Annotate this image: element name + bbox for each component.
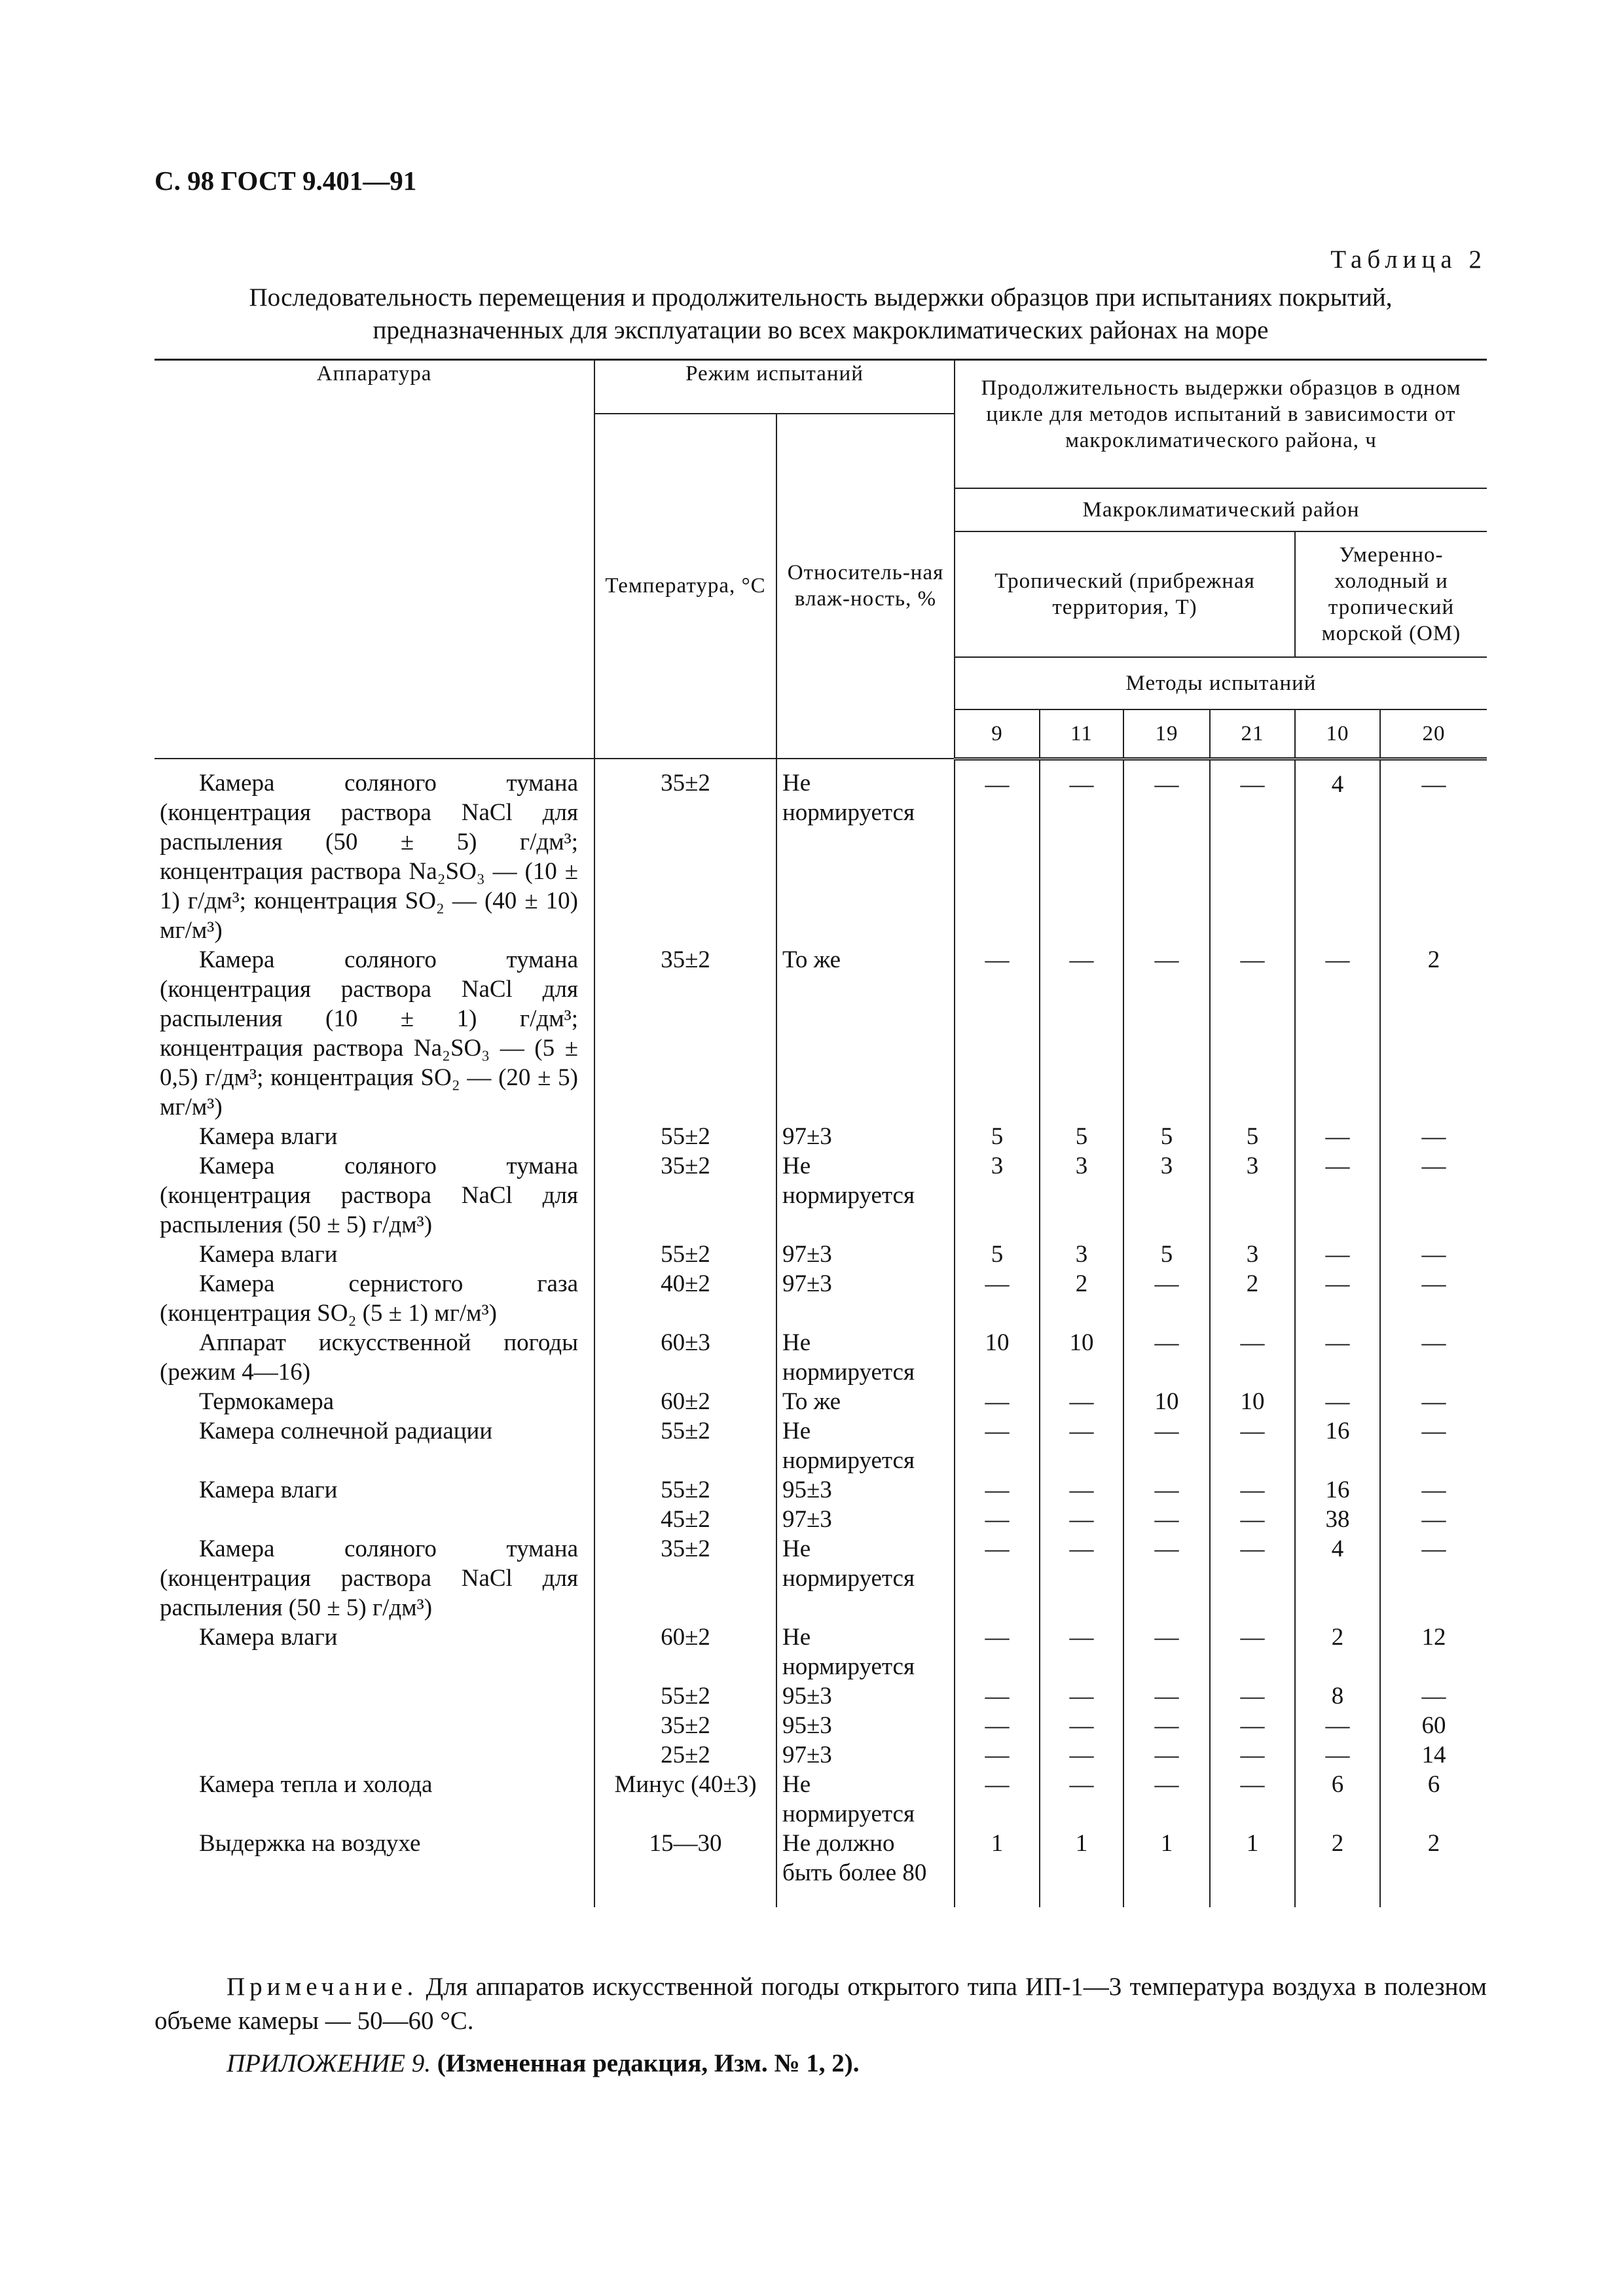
- table-row: [155, 1740, 1487, 1770]
- method-19-cell: —: [1123, 1416, 1210, 1475]
- method-20-cell: —: [1380, 1534, 1487, 1623]
- method-11-cell: —: [1040, 759, 1123, 945]
- method-9-cell: —: [955, 1387, 1040, 1416]
- table-row: [155, 1534, 1487, 1623]
- method-11-cell: —: [1040, 1387, 1123, 1416]
- table-row: [155, 1240, 1487, 1269]
- method-21-cell: —: [1210, 1623, 1295, 1681]
- method-21-cell: —: [1210, 1328, 1295, 1387]
- method-11-cell: —: [1040, 1416, 1123, 1475]
- temperature-cell: Минус (40±3): [594, 1770, 776, 1829]
- apparatus-text: Выдержка на воздухе: [199, 1830, 421, 1857]
- apparatus-cell: [155, 1623, 594, 1681]
- method-19-cell: —: [1123, 1534, 1210, 1623]
- method-10-cell: 4: [1295, 1534, 1380, 1623]
- method-19-cell: 10: [1123, 1387, 1210, 1416]
- method-20-cell: —: [1380, 1681, 1487, 1711]
- humidity-cell: Не должно быть более 80: [776, 1829, 955, 1907]
- table-header: [155, 360, 1487, 759]
- method-21-cell: 2: [1210, 1269, 1295, 1328]
- humidity-cell: Не нормируется: [776, 1328, 955, 1387]
- method-9-cell: —: [955, 1475, 1040, 1505]
- apparatus-text: Камера соляного тумана (концентрация раствора NaCl для распыления (50 ± 5) г/дм³; концентрация раствора Na₂SO₃ — (10 ± 1) г/дм³; концентрация SO₂ — (40 ± 10) мг/м³): [160, 770, 578, 944]
- apparatus-cell: [155, 1681, 594, 1711]
- table-row: [155, 1387, 1487, 1416]
- method-9-cell: 1: [955, 1829, 1040, 1907]
- method-10-cell: —: [1295, 1387, 1380, 1416]
- method-9-cell: —: [955, 1505, 1040, 1534]
- temperature-cell: 35±2: [594, 1534, 776, 1623]
- method-19-cell: —: [1123, 1770, 1210, 1829]
- method-10-cell: —: [1295, 1740, 1380, 1770]
- method-9-cell: —: [955, 1416, 1040, 1475]
- table-row: [155, 1623, 1487, 1681]
- method-11-cell: 2: [1040, 1269, 1123, 1328]
- humidity-cell: Не нормируется: [776, 1534, 955, 1623]
- note-text: Для аппаратов искусственной погоды открытого типа ИП-1—3 температура воздуха в полезном объеме камеры — 50—60 °С.: [155, 1973, 1487, 2035]
- humidity-cell: Не нормируется: [776, 1623, 955, 1681]
- method-9-cell: —: [955, 1623, 1040, 1681]
- humidity-cell: Не нормируется: [776, 1416, 955, 1475]
- method-11-cell: 3: [1040, 1151, 1123, 1240]
- table-row: [155, 1829, 1487, 1907]
- method-10-cell: 16: [1295, 1416, 1380, 1475]
- method-21-cell: —: [1210, 759, 1295, 945]
- method-9-cell: —: [955, 759, 1040, 945]
- method-19-cell: —: [1123, 759, 1210, 945]
- appendix-ref: ПРИЛОЖЕНИЕ 9.: [227, 2049, 431, 2077]
- method-11-cell: 5: [1040, 1122, 1123, 1151]
- apparatus-cell: [155, 759, 594, 945]
- method-21-cell: 3: [1210, 1151, 1295, 1240]
- method-20-cell: —: [1380, 1505, 1487, 1534]
- apparatus-cell: [155, 1151, 594, 1240]
- temperature-cell: 55±2: [594, 1240, 776, 1269]
- method-10-cell: 16: [1295, 1475, 1380, 1505]
- appendix-edition: (Измененная редакция, Изм. № 1, 2).: [437, 2049, 860, 2077]
- table-row: [155, 1269, 1487, 1328]
- col-tropical: Тропический (прибрежная территория, Т): [955, 531, 1295, 657]
- table-row: [155, 1681, 1487, 1711]
- humidity-cell: 95±3: [776, 1475, 955, 1505]
- method-19-cell: 3: [1123, 1151, 1210, 1240]
- method-20-cell: —: [1380, 1387, 1487, 1416]
- apparatus-cell: [155, 1770, 594, 1829]
- method-9-cell: 3: [955, 1151, 1040, 1240]
- humidity-cell: 97±3: [776, 1240, 955, 1269]
- method-10-cell: —: [1295, 1240, 1380, 1269]
- appendix-line: [227, 2049, 860, 2078]
- method-10-cell: —: [1295, 945, 1380, 1122]
- method-19: 19: [1123, 709, 1210, 759]
- apparatus-cell: [155, 1740, 594, 1770]
- method-20-cell: 2: [1380, 1829, 1487, 1907]
- temperature-cell: 55±2: [594, 1416, 776, 1475]
- method-20-cell: —: [1380, 1269, 1487, 1328]
- humidity-cell: То же: [776, 1387, 955, 1416]
- temperature-cell: 15—30: [594, 1829, 776, 1907]
- method-21-cell: —: [1210, 945, 1295, 1122]
- method-11-cell: 1: [1040, 1829, 1123, 1907]
- apparatus-cell: [155, 1534, 594, 1623]
- method-19-cell: —: [1123, 1475, 1210, 1505]
- method-10-cell: —: [1295, 1711, 1380, 1740]
- temperature-cell: 35±2: [594, 759, 776, 945]
- humidity-cell: Не нормируется: [776, 1151, 955, 1240]
- apparatus-text: Камера соляного тумана (концентрация раствора NaCl для распыления (10 ± 1) г/дм³; концентрация раствора Na₂SO₃ — (5 ± 0,5) г/дм³; концентрация SO₂ — (20 ± 5) мг/м³): [160, 946, 578, 1121]
- method-9-cell: —: [955, 1534, 1040, 1623]
- method-20-cell: —: [1380, 1416, 1487, 1475]
- apparatus-cell: [155, 1269, 594, 1328]
- method-21-cell: —: [1210, 1534, 1295, 1623]
- humidity-cell: 97±3: [776, 1505, 955, 1534]
- temperature-cell: 60±2: [594, 1623, 776, 1681]
- method-21-cell: —: [1210, 1770, 1295, 1829]
- temperature-cell: 55±2: [594, 1681, 776, 1711]
- method-20-cell: —: [1380, 1475, 1487, 1505]
- apparatus-cell: [155, 1505, 594, 1534]
- temperature-cell: 35±2: [594, 1151, 776, 1240]
- apparatus-cell: [155, 1122, 594, 1151]
- method-19-cell: —: [1123, 1328, 1210, 1387]
- method-11-cell: —: [1040, 1623, 1123, 1681]
- temperature-cell: 55±2: [594, 1475, 776, 1505]
- temperature-cell: 60±2: [594, 1387, 776, 1416]
- method-19-cell: 1: [1123, 1829, 1210, 1907]
- method-20-cell: —: [1380, 759, 1487, 945]
- table-body: [155, 759, 1487, 1907]
- apparatus-text: Камера солнечной радиации: [199, 1418, 493, 1444]
- humidity-cell: То же: [776, 945, 955, 1122]
- note: [155, 1970, 1487, 2038]
- method-10-cell: 2: [1295, 1829, 1380, 1907]
- table-row: [155, 759, 1487, 945]
- method-20-cell: —: [1380, 1151, 1487, 1240]
- method-21-cell: 1: [1210, 1829, 1295, 1907]
- method-9-cell: 10: [955, 1328, 1040, 1387]
- apparatus-text: Камера тепла и холода: [199, 1771, 433, 1798]
- table-row: [155, 1151, 1487, 1240]
- method-10-cell: —: [1295, 1328, 1380, 1387]
- method-11-cell: —: [1040, 1475, 1123, 1505]
- method-10-cell: —: [1295, 1151, 1380, 1240]
- apparatus-cell: [155, 1711, 594, 1740]
- method-11-cell: —: [1040, 1711, 1123, 1740]
- apparatus-cell: [155, 1240, 594, 1269]
- method-9-cell: —: [955, 1740, 1040, 1770]
- table-label: Таблица 2: [1330, 245, 1487, 274]
- apparatus-text: Камера влаги: [199, 1123, 338, 1150]
- method-11-cell: —: [1040, 1534, 1123, 1623]
- method-21-cell: —: [1210, 1711, 1295, 1740]
- method-21-cell: 10: [1210, 1387, 1295, 1416]
- temperature-cell: 45±2: [594, 1505, 776, 1534]
- apparatus-text: Камера влаги: [199, 1624, 338, 1651]
- method-11-cell: 3: [1040, 1240, 1123, 1269]
- method-9-cell: 5: [955, 1240, 1040, 1269]
- method-11-cell: —: [1040, 1770, 1123, 1829]
- method-11-cell: 10: [1040, 1328, 1123, 1387]
- page-header: С. 98 ГОСТ 9.401—91: [155, 166, 417, 196]
- method-20-cell: 6: [1380, 1770, 1487, 1829]
- method-21-cell: —: [1210, 1475, 1295, 1505]
- method-11-cell: —: [1040, 1505, 1123, 1534]
- table-row: [155, 1475, 1487, 1505]
- method-21-cell: —: [1210, 1505, 1295, 1534]
- method-10-cell: 6: [1295, 1770, 1380, 1829]
- method-9-cell: 5: [955, 1122, 1040, 1151]
- temperature-cell: 35±2: [594, 945, 776, 1122]
- col-duration: Продолжительность выдержки образцов в одном цикле для методов испытаний в зависимости от макроклиматического района, ч: [955, 360, 1487, 488]
- table-row: [155, 1122, 1487, 1151]
- method-19-cell: —: [1123, 1681, 1210, 1711]
- method-11-cell: —: [1040, 1681, 1123, 1711]
- method-11-cell: —: [1040, 945, 1123, 1122]
- temperature-cell: 55±2: [594, 1122, 776, 1151]
- method-19-cell: —: [1123, 1269, 1210, 1328]
- table-row: [155, 1770, 1487, 1829]
- table-caption: Последовательность перемещения и продолжительность выдержки образцов при испытаниях покрытий, предназначенных для эксплуатации во всех макроклиматических районах на море: [249, 283, 1393, 344]
- table-row: [155, 1711, 1487, 1740]
- method-19-cell: 5: [1123, 1122, 1210, 1151]
- apparatus-text: Камера влаги: [199, 1477, 338, 1503]
- apparatus-text: Камера соляного тумана (концентрация раствора NaCl для распыления (50 ± 5) г/дм³): [160, 1535, 578, 1621]
- col-mode: Режим испытаний: [594, 360, 955, 414]
- method-10-cell: —: [1295, 1122, 1380, 1151]
- apparatus-cell: [155, 1416, 594, 1475]
- method-20-cell: 12: [1380, 1623, 1487, 1681]
- method-9-cell: —: [955, 945, 1040, 1122]
- table-row: [155, 1416, 1487, 1475]
- humidity-cell: Не нормируется: [776, 1770, 955, 1829]
- method-20-cell: 60: [1380, 1711, 1487, 1740]
- humidity-cell: 95±3: [776, 1711, 955, 1740]
- col-apparatus: Аппаратура: [155, 360, 594, 759]
- humidity-cell: 97±3: [776, 1740, 955, 1770]
- apparatus-text: Камера влаги: [199, 1241, 338, 1268]
- temperature-cell: 60±3: [594, 1328, 776, 1387]
- method-19-cell: —: [1123, 945, 1210, 1122]
- apparatus-text: Камера соляного тумана (концентрация раствора NaCl для распыления (50 ± 5) г/дм³): [160, 1153, 578, 1238]
- apparatus-text: Аппарат искусственной погоды (режим 4—16): [160, 1329, 578, 1386]
- method-11-cell: —: [1040, 1740, 1123, 1770]
- apparatus-cell: [155, 1328, 594, 1387]
- method-10: 10: [1295, 709, 1380, 759]
- method-21-cell: —: [1210, 1681, 1295, 1711]
- col-moderate: Умеренно-холодный и тропический морской (ОМ): [1295, 531, 1487, 657]
- method-19-cell: —: [1123, 1740, 1210, 1770]
- method-9-cell: —: [955, 1711, 1040, 1740]
- data-table: [155, 359, 1487, 1907]
- apparatus-cell: [155, 945, 594, 1122]
- method-9-cell: —: [955, 1269, 1040, 1328]
- apparatus-text: Камера сернистого газа (концентрация SO₂ (5 ± 1) мг/м³): [160, 1270, 578, 1327]
- col-region: Макроклиматический район: [955, 488, 1487, 531]
- humidity-cell: 95±3: [776, 1681, 955, 1711]
- method-20-cell: —: [1380, 1328, 1487, 1387]
- table-row: [155, 1505, 1487, 1534]
- method-21-cell: 3: [1210, 1240, 1295, 1269]
- method-20: 20: [1380, 709, 1487, 759]
- method-21-cell: 5: [1210, 1122, 1295, 1151]
- method-9-cell: —: [955, 1770, 1040, 1829]
- method-11: 11: [1040, 709, 1123, 759]
- method-19-cell: —: [1123, 1623, 1210, 1681]
- temperature-cell: 40±2: [594, 1269, 776, 1328]
- col-methods: Методы испытаний: [955, 657, 1487, 709]
- table-row: [155, 1328, 1487, 1387]
- temperature-cell: 25±2: [594, 1740, 776, 1770]
- method-20-cell: —: [1380, 1240, 1487, 1269]
- apparatus-cell: [155, 1829, 594, 1907]
- method-21: 21: [1210, 709, 1295, 759]
- note-label: Примечание.: [227, 1973, 418, 2001]
- table-row: [155, 945, 1487, 1122]
- method-10-cell: 4: [1295, 759, 1380, 945]
- method-21-cell: —: [1210, 1416, 1295, 1475]
- method-19-cell: 5: [1123, 1240, 1210, 1269]
- humidity-cell: 97±3: [776, 1122, 955, 1151]
- col-humidity: Относитель-ная влаж-ность, %: [776, 414, 955, 759]
- humidity-cell: Не нормируется: [776, 759, 955, 945]
- method-10-cell: 38: [1295, 1505, 1380, 1534]
- humidity-cell: 97±3: [776, 1269, 955, 1328]
- method-20-cell: 2: [1380, 945, 1487, 1122]
- method-21-cell: —: [1210, 1740, 1295, 1770]
- temperature-cell: 35±2: [594, 1711, 776, 1740]
- method-10-cell: 8: [1295, 1681, 1380, 1711]
- method-20-cell: —: [1380, 1122, 1487, 1151]
- method-10-cell: —: [1295, 1269, 1380, 1328]
- method-9: 9: [955, 709, 1040, 759]
- apparatus-text: Термокамера: [199, 1388, 335, 1415]
- apparatus-cell: [155, 1475, 594, 1505]
- method-19-cell: —: [1123, 1505, 1210, 1534]
- method-20-cell: 14: [1380, 1740, 1487, 1770]
- method-10-cell: 2: [1295, 1623, 1380, 1681]
- method-19-cell: —: [1123, 1711, 1210, 1740]
- apparatus-cell: [155, 1387, 594, 1416]
- col-temperature: Температура, °С: [594, 414, 776, 759]
- method-9-cell: —: [955, 1681, 1040, 1711]
